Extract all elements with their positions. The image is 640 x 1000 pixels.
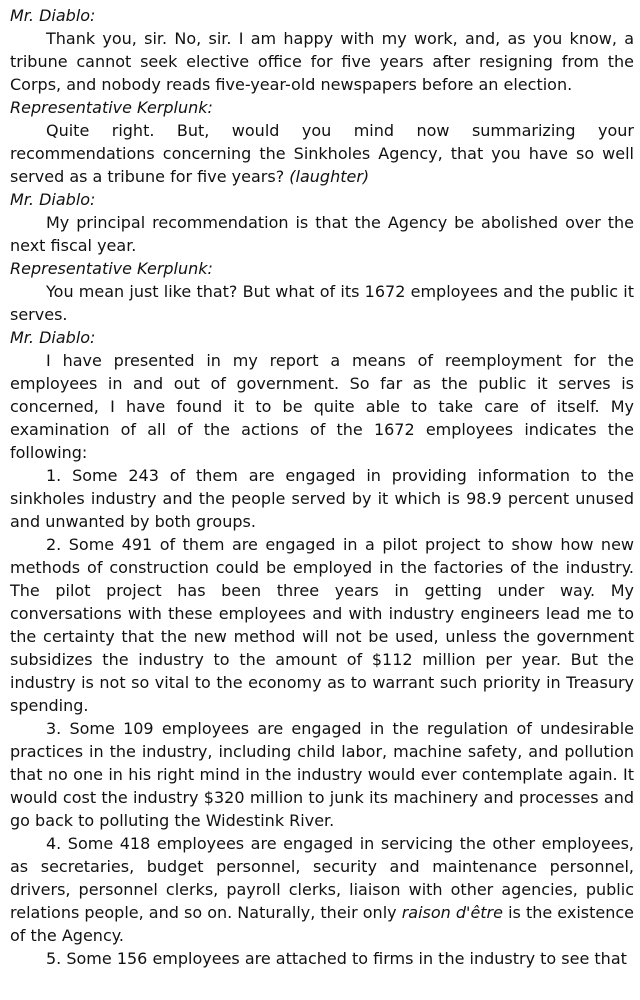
speaker-label: Representative Kerplunk: — [10, 98, 213, 117]
speech-paragraph — [10, 119, 634, 188]
speech-text: Quite right. But, would you mind now summarizing your recommendations concerning the Sinkholes Agency, that you have so well served as a tribune for five years? — [10, 121, 634, 186]
transcript-page — [10, 4, 634, 970]
speaker-label: Mr. Diablo: — [10, 6, 96, 25]
foreign-phrase: raison d'être — [401, 903, 503, 922]
speaker-label: Mr. Diablo: — [10, 190, 96, 209]
stage-aside: (laughter) — [289, 167, 370, 186]
speech-paragraph: Thank you, sir. No, sir. I am happy with my work, and, as you know, a tribune cannot seek elective office for five years after resigning from the Corps, and nobody reads five-year-old newspapers before an election. — [10, 29, 634, 94]
speech-paragraph: You mean just like that? But what of its 1672 employees and the public it serves. — [10, 282, 634, 324]
numbered-finding: 5. Some 156 employees are attached to firms in the industry to see that — [46, 949, 627, 968]
numbered-finding: 1. Some 243 of them are engaged in providing information to the sinkholes industry and the people served by it which is 98.9 percent unused and unwanted by both groups. — [10, 466, 634, 531]
finding-text-after: is the existence of the Agency. — [10, 903, 634, 945]
speech-paragraph: My principal recommendation is that the Agency be abolished over the next fiscal year. — [10, 213, 634, 255]
numbered-finding: 3. Some 109 employees are engaged in the regulation of undesirable practices in the industry, including child labor, machine safety, and pollution that no one in his right mind in the industry would ever contemplate again. It would cost the industry $320 million to junk its machinery and processes and go back to polluting the Widestink River. — [10, 719, 634, 830]
speech-paragraph: I have presented in my report a means of reemployment for the employees in and out of government. So far as the public it serves is concerned, I have found it to be quite able to take care of itself. My examination of all of the actions of the 1672 employees indicates the following: — [10, 351, 634, 462]
speaker-label: Representative Kerplunk: — [10, 259, 213, 278]
speaker-label: Mr. Diablo: — [10, 328, 96, 347]
numbered-finding: 2. Some 491 of them are engaged in a pilot project to show how new methods of construction could be employed in the factories of the industry. The pilot project has been three years in getting under way. My conversations with these employees and with industry engineers lead me to the certainty that the new method will not be used, unless the government subsidizes the industry to the amount of $112 million per year. But the industry is not so vital to the economy as to warrant such priority in Treasury spending. — [10, 535, 634, 715]
finding-text-before: 4. Some 418 employees are engaged in servicing the other employees, as secretaries, budget personnel, security and maintenance personnel, drivers, personnel clerks, payroll clerks, liaison with other agencies, public relations people, and so on. Naturally, their only — [10, 834, 634, 922]
numbered-finding — [10, 832, 634, 947]
